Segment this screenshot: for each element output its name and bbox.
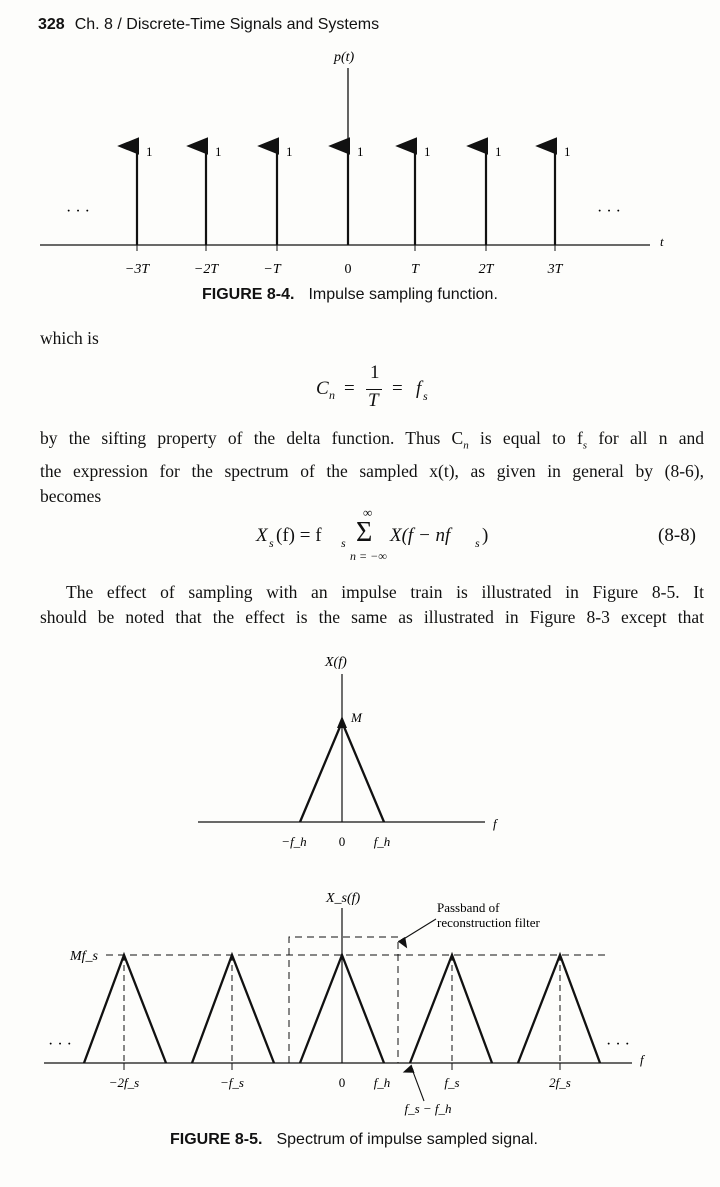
xf-axis-label: X(f) <box>325 655 347 670</box>
eq88-body-sub: s <box>475 536 480 550</box>
replica-fs <box>410 955 492 1063</box>
xsf-axis-label: X_s(f) <box>326 891 361 906</box>
eq88-body-end: ) <box>482 525 489 546</box>
eq88-body: X(f − nf <box>390 525 451 546</box>
eq88-lhs: X <box>256 525 268 546</box>
left-ellipsis: · · · <box>66 203 90 220</box>
passband-label: Passband of <box>437 900 500 915</box>
eq-denominator: T <box>368 390 379 411</box>
tick-label: 0 <box>338 834 346 849</box>
eq88-lhs-sub2: s <box>341 536 346 550</box>
tick-label: −2T <box>193 262 219 277</box>
spectrum-original <box>198 655 499 849</box>
tick-label: f_h <box>373 1075 391 1090</box>
tick-label: f_s <box>444 1075 460 1090</box>
eq88-lhs-arg: (f) = f <box>276 525 322 546</box>
sum-lower: n = −∞ <box>350 549 387 563</box>
impulse-weight: 1 <box>286 144 293 159</box>
sum-symbol: Σ <box>356 517 373 548</box>
figure-label: FIGURE 8-5. <box>170 1131 263 1148</box>
eq-rhs-sub: s <box>423 389 428 403</box>
replica-negfs <box>192 955 274 1063</box>
para2-line1: The effect of sampling with an impulse train is illustrated in Figure 8-5. It <box>66 582 704 602</box>
equation-number: (8-8) <box>658 525 696 546</box>
para2-line2: should be noted that the effect is the same as illustrated in Figure 8-3 except that <box>40 607 704 627</box>
spectrum-sampled <box>44 891 646 1116</box>
impulse-weight: 1 <box>564 144 571 159</box>
eq-lhs-sub: n <box>329 388 335 402</box>
figure-caption-text: Spectrum of impulse sampled signal. <box>276 1131 538 1148</box>
tick-label: 2f_s <box>549 1075 571 1090</box>
tick-label: 2T <box>478 262 494 277</box>
eq-rhs: f <box>416 378 422 399</box>
replica-neg2fs <box>84 955 166 1063</box>
level-label: Mf_s <box>70 949 98 964</box>
figure-8-5-caption <box>170 1131 538 1149</box>
overlap-label: f_s − f_h <box>404 1101 452 1116</box>
time-axis-label: t <box>660 234 664 249</box>
replica-2fs <box>518 955 600 1063</box>
right-ellipsis: · · · <box>597 203 621 220</box>
chapter-title: Ch. 8 / Discrete-Time Signals and Systems <box>74 16 380 33</box>
impulse-weight: 1 <box>146 144 153 159</box>
impulse-weight: 1 <box>424 144 431 159</box>
which-is-text: which is <box>40 328 99 348</box>
impulse-weight: 1 <box>215 144 222 159</box>
passband-pointer <box>402 919 436 940</box>
eq-lhs: C <box>316 378 329 399</box>
impulse-weight: 1 <box>357 144 364 159</box>
tick-label: −T <box>263 262 281 277</box>
sum-upper: ∞ <box>363 505 373 520</box>
tick-label: f_h <box>373 834 391 849</box>
page-number: 328 <box>38 16 65 33</box>
tick-label: 0 <box>338 1075 346 1090</box>
tick-label: 0 <box>344 262 352 277</box>
figure-label: FIGURE 8-4. <box>202 286 295 303</box>
overlap-arrow <box>412 1069 424 1101</box>
figure-caption-text: Impulse sampling function. <box>308 286 498 303</box>
peak-label: M <box>351 710 362 725</box>
xf-freq-label: f <box>493 816 497 831</box>
eq88-lhs-sub: s <box>269 536 274 550</box>
tick-label: −f_s <box>220 1075 244 1090</box>
right-ellipsis: · · · <box>606 1036 630 1053</box>
tick-label: −2f_s <box>108 1075 140 1090</box>
pt-axis-label: p(t) <box>334 50 355 65</box>
left-ellipsis: · · · <box>48 1036 72 1053</box>
impulse-weight: 1 <box>495 144 502 159</box>
para1-line3: becomes <box>40 485 102 506</box>
tick-label: −3T <box>124 262 150 277</box>
para1-line2: the expression for the spectrum of the sampled x(t), as given in general by (8-6), <box>40 460 704 481</box>
passband-label: reconstruction filter <box>437 915 540 930</box>
eq-equals: = <box>344 378 355 399</box>
xsf-freq-label: f <box>640 1052 644 1067</box>
eq-numerator: 1 <box>370 362 380 383</box>
tick-label: T <box>411 262 419 277</box>
para1-line1: by the sifting property of the delta function. Thus $C_n$ is equal to $f_s$ for all n and <box>40 428 705 452</box>
eq-equals: = <box>392 378 403 399</box>
tick-label: 3T <box>547 262 563 277</box>
tick-label: −f_h <box>281 834 307 849</box>
